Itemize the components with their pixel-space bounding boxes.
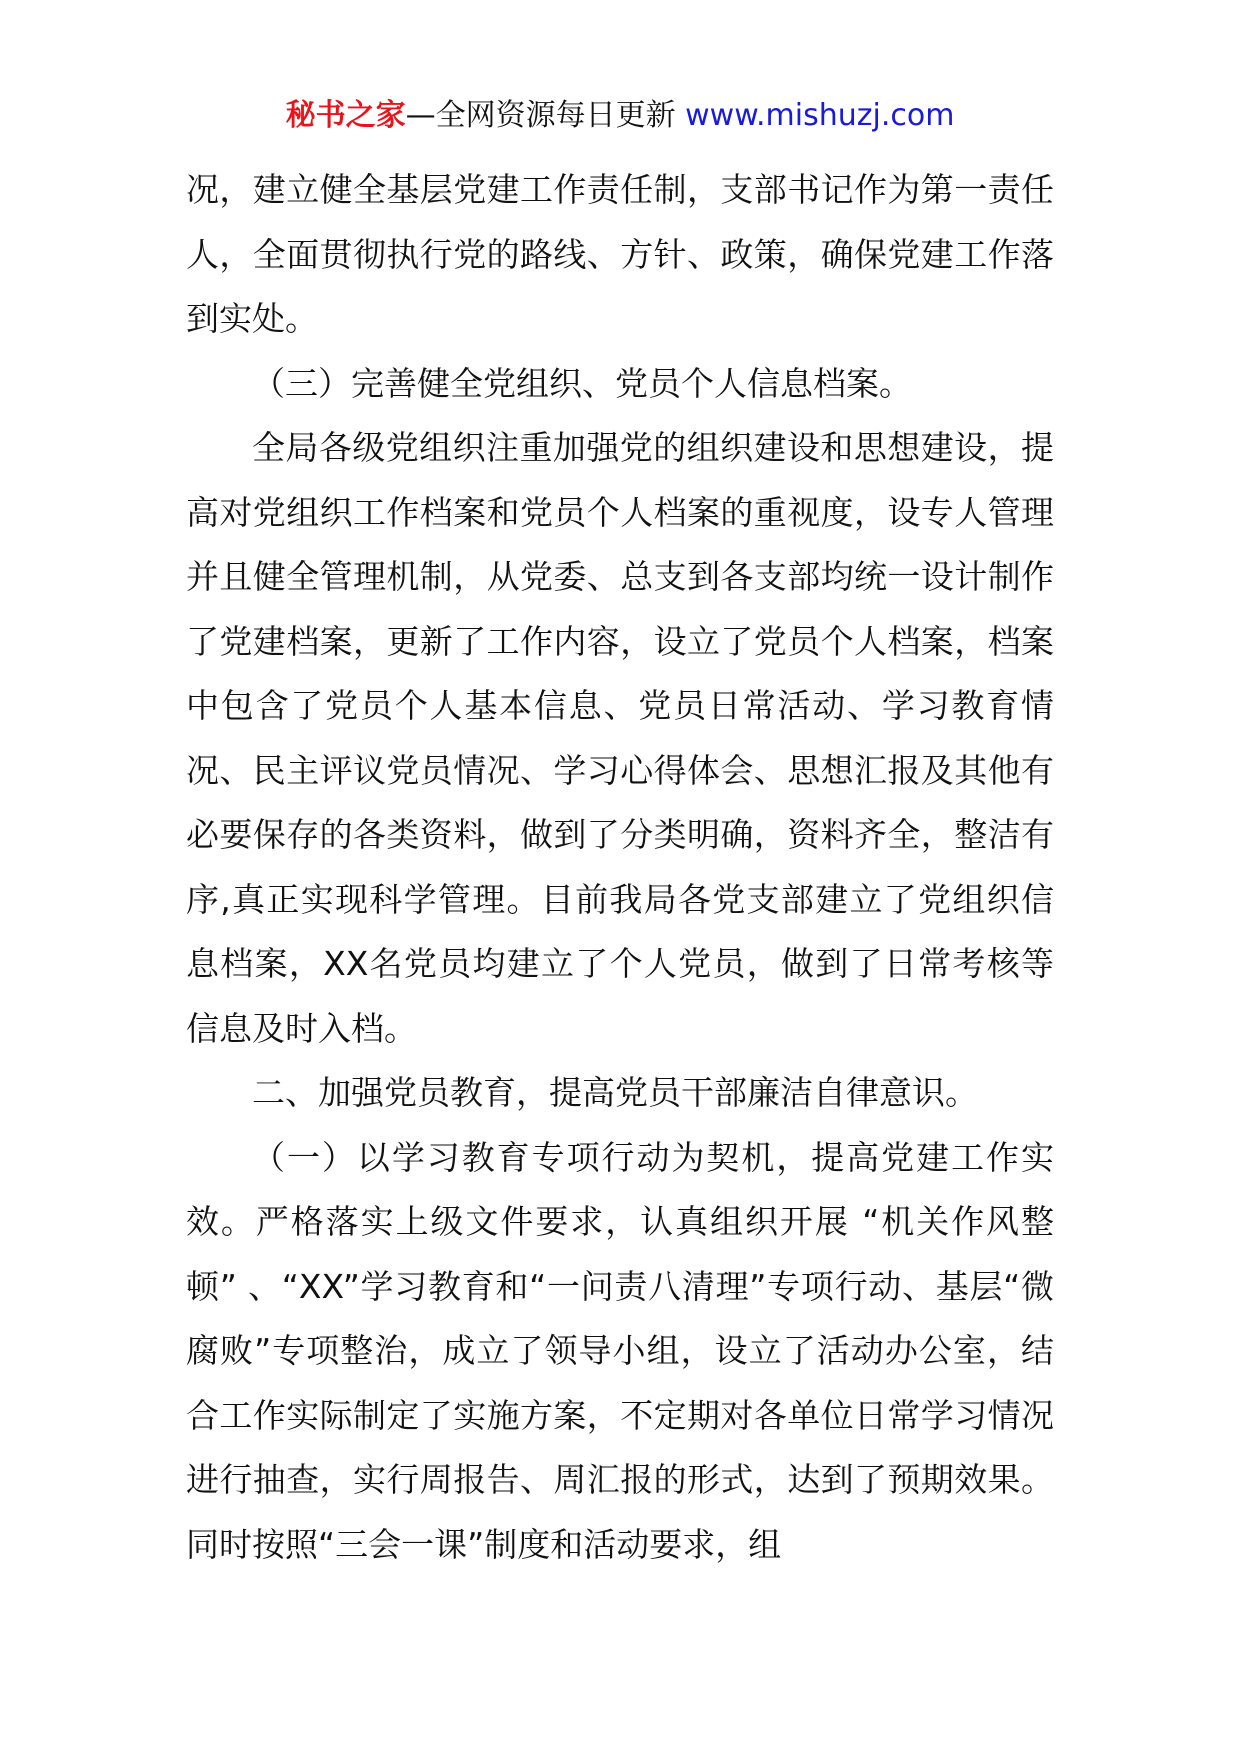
header-tagline: —全网资源每日更新 bbox=[405, 98, 676, 133]
header-url-link[interactable]: www.mishuzj.com bbox=[685, 98, 955, 133]
subheading-three: （三）完善健全党组织、党员个人信息档案。 bbox=[252, 363, 912, 403]
paragraph-continued: 况，建立健全基层党建工作责任制，支部书记作为第一责任人，全面贯彻执行党的路线、方针、政策，确保党建工作落到实处。 bbox=[186, 170, 1054, 338]
paragraph-education: （一）以学习教育专项行动为契机，提高党建工作实效。严格落实上级文件要求，认真组织开展 “机关作风整顿” 、“XX”学习教育和“一问责八清理”专项行动、基层“微腐败”专项整治，成立了领导小组，设立了活动办公室，结合工作实际制定了实施方案，不定期对各单位日常学习情况进行抽查，实行周报告、周汇报的形式，达到了预期效果。同时按照“三会一课”制度和活动要求，组 bbox=[186, 1137, 1054, 1564]
brand-name: 秘书之家 bbox=[285, 98, 406, 133]
document-body bbox=[186, 158, 1054, 1577]
section-heading-two: 二、加强党员教育，提高党员干部廉洁自律意识。 bbox=[252, 1073, 978, 1112]
page-header bbox=[0, 96, 1240, 136]
paragraph-archives: 全局各级党组织注重加强党的组织建设和思想建设，提高对党组织工作档案和党员个人档案的重视度，设专人管理并且健全管理机制，从党委、总支到各支部均统一设计制作了党建档案，更新了工作内容，设立了党员个人档案，档案中包含了党员个人基本信息、党员日常活动、学习教育情况、民主评议党员情况、学习心得体会、思想汇报及其他有必要保存的各类资料，做到了分类明确，资料齐全，整洁有序,真正实现科学管理。目前我局各党支部建立了党组织信息档案，XX名党员均建立了个人党员，做到了日常考核等信息及时入档。 bbox=[186, 428, 1054, 1048]
